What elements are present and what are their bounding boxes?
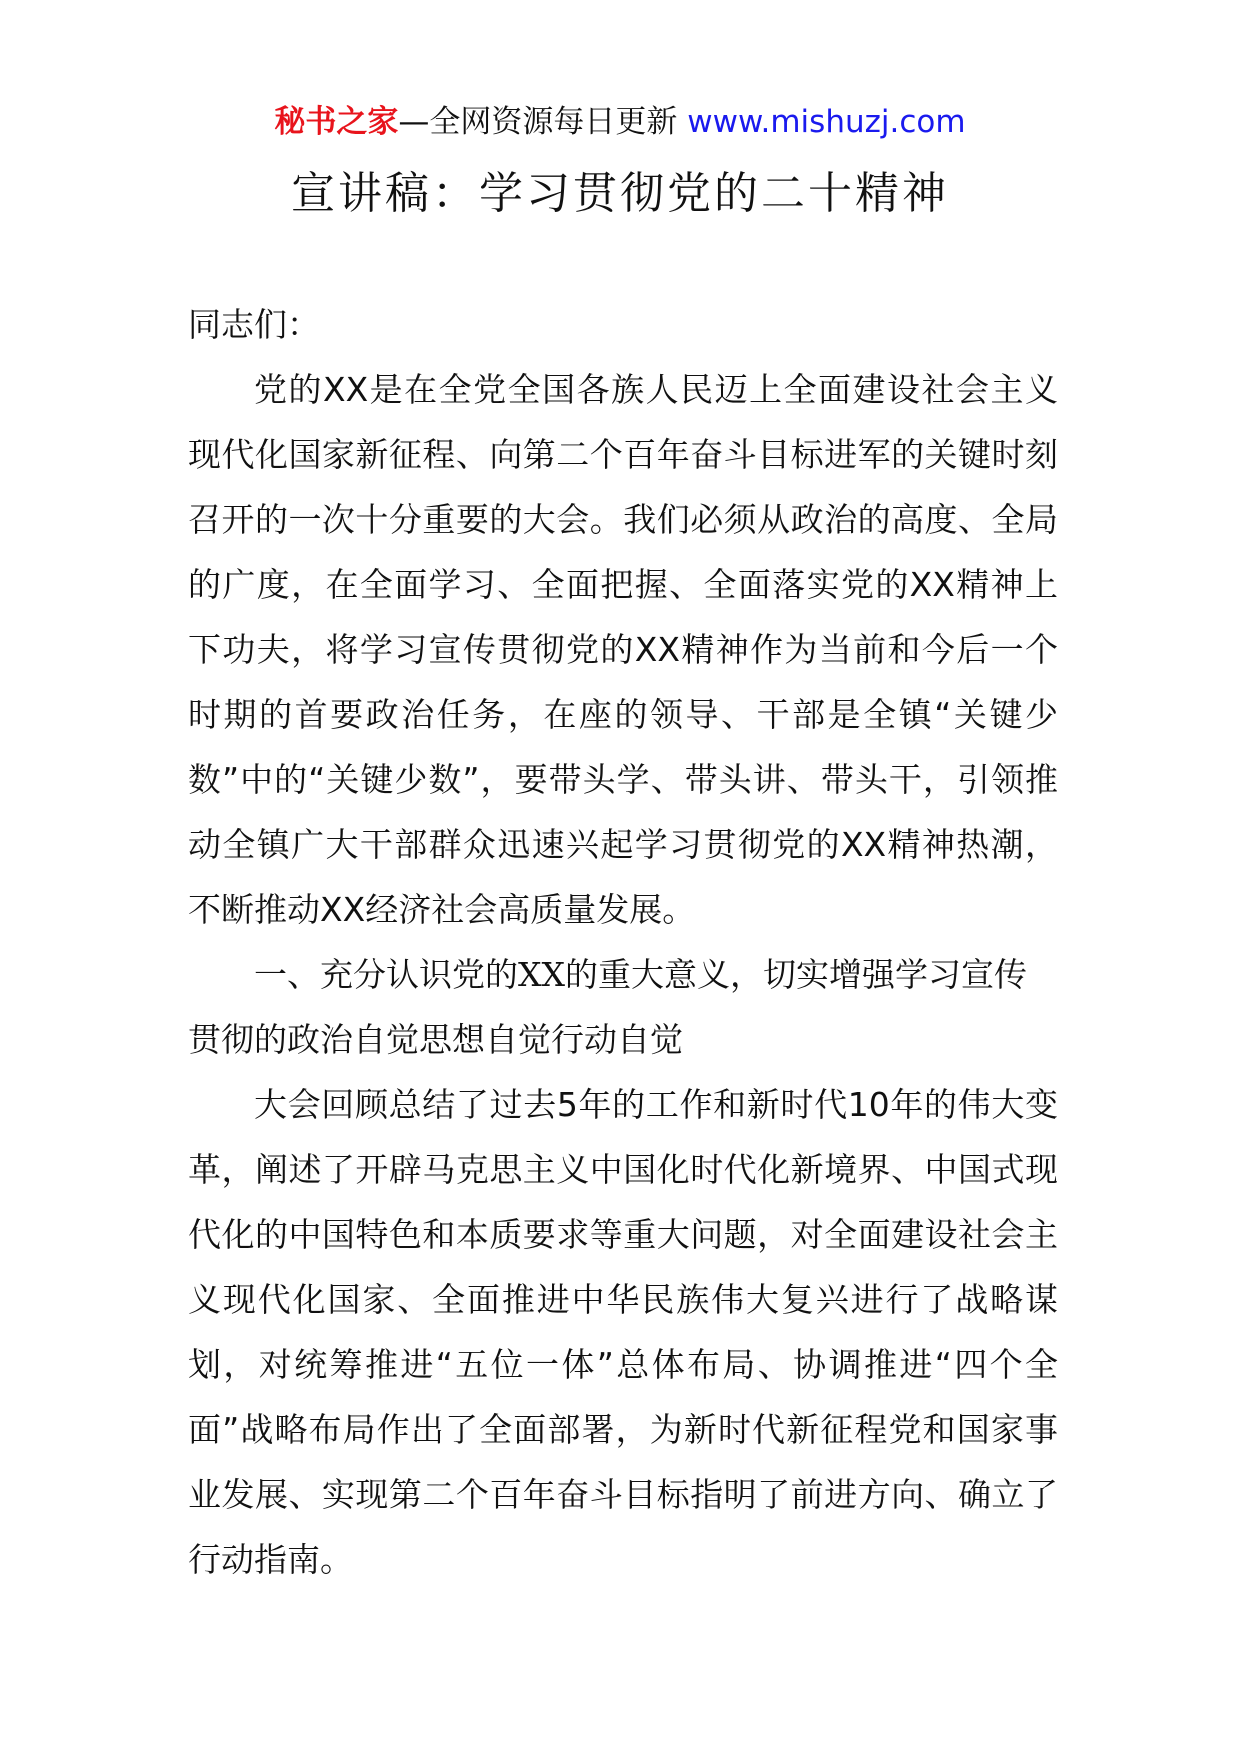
paragraph: 大会回顾总结了过去5年的工作和新时代10年的伟大变革，阐述了开辟马克思主义中国化时代化新境界、中国式现代化的中国特色和本质要求等重大问题，对全面建设社会主义现代化国家、全面推进中华民族伟大复兴进行了战略谋划，对统筹推进“五位一体”总体布局、协调推进“四个全面”战略布局作出了全面部署，为新时代新征程党和国家事业发展、实现第二个百年奋斗目标指明了前进方向、确立了行动指南。 [188, 1085, 1058, 1579]
site-header [0, 100, 1240, 144]
paragraph: 党的XX是在全党全国各族人民迈上全面建设社会主义现代化国家新征程、向第二个百年奋斗目标进军的关键时刻召开的一次十分重要的大会。我们必须从政治的高度、全局的广度，在全面学习、全面把握、全面落实党的XX精神上下功夫，将学习宣传贯彻党的XX精神作为当前和今后一个时期的首要政治任务，在座的领导、干部是全镇“关键少数”中的“关键少数”，要带头学、带头讲、带头干，引领推动全镇广大干部群众迅速兴起学习贯彻党的XX精神热潮，不断推动XX经济社会高质量发展。 [188, 370, 1058, 929]
document-body [188, 292, 1058, 1592]
document-title: 宣讲稿：学习贯彻党的二十精神 [291, 168, 949, 219]
greeting: 同志们： [188, 305, 320, 344]
site-url-link[interactable]: www.mishuzj.com [687, 104, 966, 140]
brand-name: 秘书之家 [274, 104, 399, 140]
header-slogan: —全网资源每日更新 [398, 104, 678, 140]
section-heading: 一、充分认识党的XX的重大意义，切实增强学习宣传贯彻的政治自觉思想自觉行动自觉 [188, 955, 1027, 1059]
